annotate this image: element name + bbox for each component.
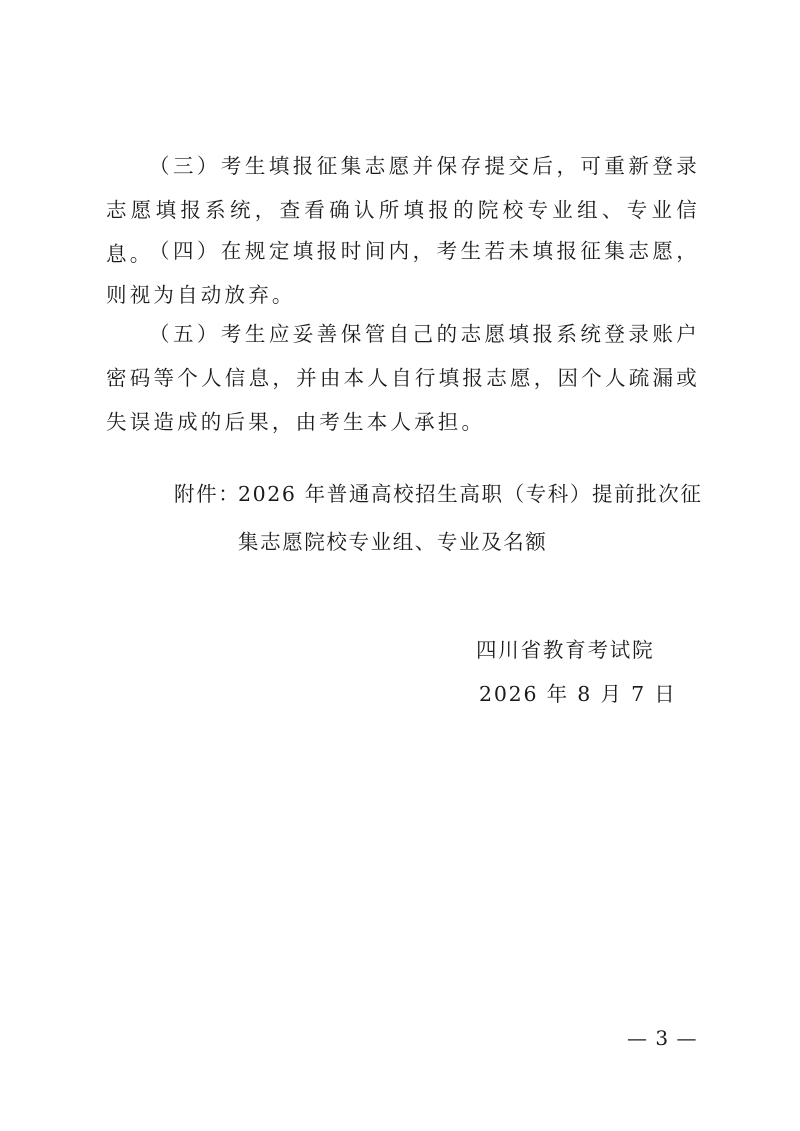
paragraph-4: （四）在规定填报时间内，考生若未填报征集志愿，则视为自动放弃。 xyxy=(106,239,700,307)
issue-date: 2026 年 8 月 7 日 xyxy=(479,682,677,706)
page-number: — 3 — xyxy=(627,1026,698,1050)
attachment-label: 附件： xyxy=(174,482,241,506)
issuing-organization: 四川省教育考试院 xyxy=(476,638,655,662)
attachment-text: 2026 年普通高校招生高职（专科）提前批次征集志愿院校专业组、专业及名额 xyxy=(238,482,703,554)
signature-block xyxy=(476,628,677,716)
paragraph-5: （五）考生应妥善保管自己的志愿填报系统登录账户密码等个人信息，并由本人自行填报志愿，因个人疏漏或失误造成的后果，由考生本人承担。 xyxy=(106,322,700,434)
paragraph-3: （三）考生填报征集志愿并保存提交后，可重新登录志愿填报系统，查看确认所填报的院校专业组、专业信息。 xyxy=(106,154,700,266)
